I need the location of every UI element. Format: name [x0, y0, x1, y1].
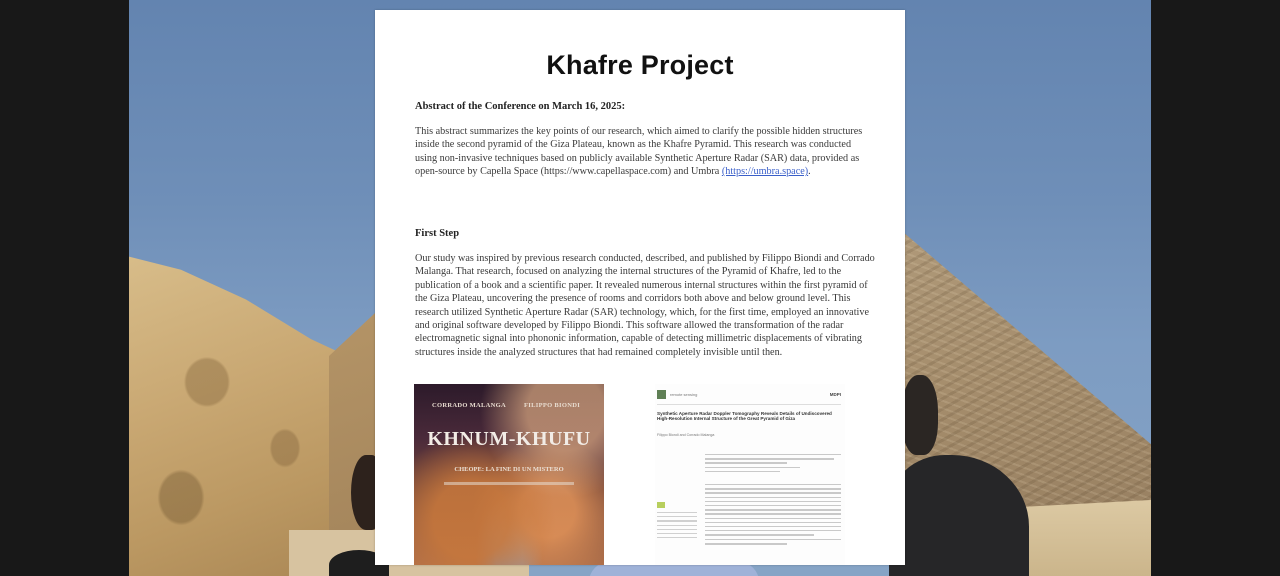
check-updates-icon [657, 502, 665, 508]
document-overlay [375, 10, 905, 565]
first-step-heading: First Step [415, 228, 460, 239]
journal-logo-icon [657, 390, 666, 399]
umbra-link[interactable]: (https://umbra.space) [721, 166, 809, 178]
book-subtitle: CHEOPE: LA FINE DI UN MISTERO [454, 466, 564, 473]
book-title: KHNUM-KHUFU [427, 428, 591, 450]
book-author-2: FILIPPO BIONDI [524, 402, 581, 409]
abstract-text: This abstract summarizes the key points of our research, which aimed to clarify the possible hidden structures inside the second pyramid of the Giza Plateau, known as the Khafre Pyramid. This research was conducted using non-invasive techniques based on publicly available Synthetic Aperture Radar (SAR) data, provided as open-source by Capella Space (https://www.capellaspace.com) and Umbra [415, 126, 863, 178]
book-cover-image [414, 384, 604, 565]
letterbox-left [0, 0, 129, 576]
abstract-heading: Abstract of the Conference on March 16, 2025: [415, 101, 626, 112]
abstract-end: . [808, 166, 811, 178]
paper-affiliations [705, 454, 841, 475]
paper-publisher: MDPI [829, 392, 841, 397]
first-step-paragraph: Our study was inspired by previous research conducted, described, and published by Filippo Biondi and Corrado Malanga. That research, focused on analyzing the internal structures of the Pyramid of Khafre, led to the publication of a book and a scientific paper. It revealed numerous internal structures within the first pyramid of the Giza Plateau, uncovering the presence of rooms and corridors both above and below ground level. This research utilized Synthetic Aperture Radar (SAR) technology, which, for the first time, employed an innovative and original software developed by Filippo Biondi. This software allowed the transformation of the radar electromagnetic signal into phononic information, capable of detecting millimetric displacements of vibrating structures inside the analyzed structures that had remained completely invisible until then. [415, 253, 875, 358]
person-right-head [902, 375, 938, 455]
book-tagline [444, 482, 574, 485]
letterbox-right [1151, 0, 1280, 576]
pyramid-base [1009, 500, 1151, 576]
document-title: Khafre Project [546, 50, 734, 80]
abstract-paragraph [415, 125, 875, 179]
paper-abstract [705, 484, 841, 538]
paper-title: Synthetic Aperture Radar Doppler Tomography Reveals Details of Undiscovered High-Resolution Internal Structure of the Great Pyramid of Giza [657, 411, 832, 422]
paper-journal: remote sensing [670, 392, 698, 397]
book-author-1: CORRADO MALANGA [432, 402, 507, 409]
paper-thumbnail-image [655, 384, 845, 565]
divider [657, 404, 841, 405]
paper-sidebar [657, 502, 697, 541]
paper-keywords [705, 539, 841, 547]
paper-authors: Filippo Biondi and Corrado Malanga [657, 433, 715, 437]
